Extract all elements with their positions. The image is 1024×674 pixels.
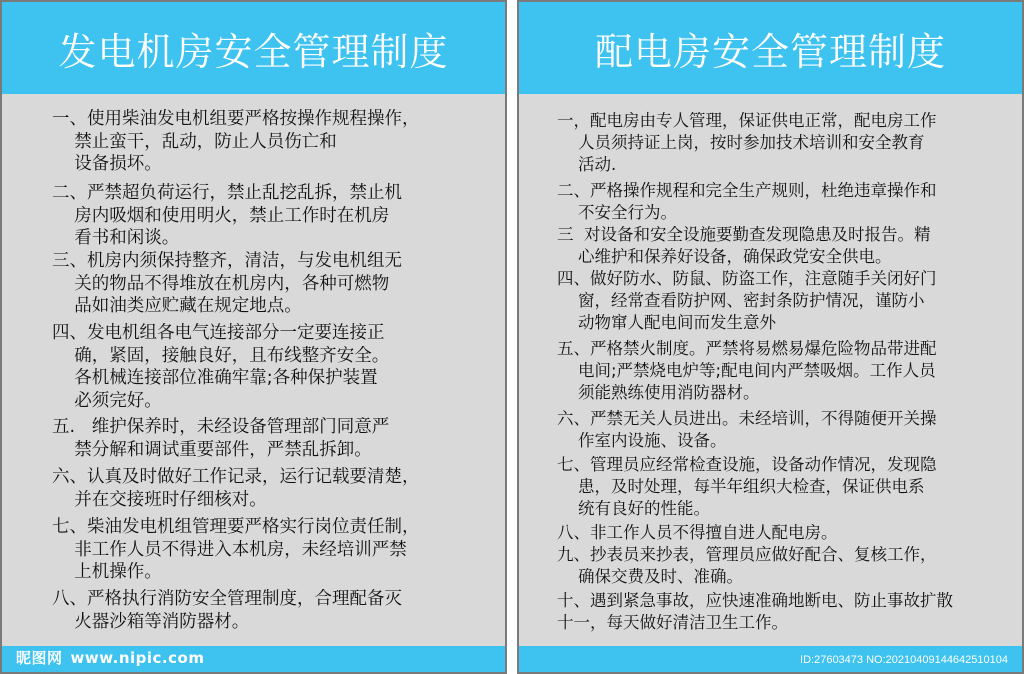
right-rule-line: 三 对设备和安全设施要勤查发现隐患及时报告。精 — [557, 225, 931, 244]
left-rule-item — [52, 416, 389, 461]
right-rule-line: 作室内设施、设备。 — [557, 431, 727, 450]
right-rule-item — [557, 522, 838, 544]
left-rule-line: 二、严禁超负荷运行，禁止乱挖乱拆，禁止机 — [52, 183, 402, 203]
left-rule-line: 关的物品不得堆放在机房内，各种可燃物 — [52, 273, 390, 294]
right-rule-line: 七、管理员应经常检查设施，设备动作情况，发现隐 — [557, 455, 937, 474]
right-rule-line: 人员须持证上岗，按时参加技术培训和安全教育 — [557, 133, 925, 152]
right-rule-line: 动物窜人配电间而发生意外 — [557, 313, 776, 332]
left-rule-line: 禁分解和调试重要部件，严禁乱拆卸。 — [52, 439, 372, 460]
left-rule-item — [52, 466, 420, 511]
watermark-url: www.nipic.com — [70, 649, 205, 667]
right-rule-line: 五、严格禁火制度。严禁将易燃易爆危险物品带进配 — [557, 339, 937, 358]
left-rule-line: 确，紧固，接触良好，且布线整齐安全。 — [52, 345, 390, 366]
right-rule-line: 九、抄表员来抄表，管理员应做好配合、复核工作， — [557, 545, 937, 564]
right-rule-line: 八、非工作人员不得擅自进人配电房。 — [557, 523, 838, 542]
right-title: 配电房安全管理制度 — [519, 2, 1022, 94]
right-rule-line: 二、严格操作规程和完全生产规则，杜绝违章操作和 — [557, 181, 937, 200]
right-rule-item — [557, 590, 953, 612]
left-rule-line: 看书和闲谈。 — [52, 228, 180, 248]
right-rule-line: 十一，每天做好清洁卫生工作。 — [557, 613, 788, 632]
left-rule-line: 上机操作。 — [52, 562, 162, 582]
left-rule-line: 四、发电机组各电气连接部分一定要连接正 — [52, 323, 385, 343]
left-rule-line: 一、使用柴油发电机组要严格按操作规程操作， — [52, 109, 420, 129]
left-rule-item — [52, 322, 389, 412]
left-rule-line: 七、柴油发电机组管理要严格实行岗位责任制， — [52, 517, 420, 537]
right-rule-line: 六、严禁无关人员进出。未经培训，不得随便开关操 — [557, 409, 937, 428]
left-rule-line: 设备损坏。 — [52, 154, 162, 174]
left-rule-line: 房内吸烟和使用明火，禁止工作时在机房 — [52, 205, 390, 226]
left-rule-line: 火器沙箱等消防器材。 — [52, 611, 250, 632]
left-rule-line: 非工作人员不得进入本机房，未经培训严禁 — [52, 539, 407, 560]
right-rule-item — [557, 408, 937, 452]
right-rule-line: 不安全行为。 — [557, 203, 677, 222]
left-title: 发电机房安全管理制度 — [2, 2, 505, 94]
right-rule-line: 患，及时处理，每半年组织大检查，保证供电系 — [557, 477, 925, 496]
right-rule-item — [557, 224, 931, 268]
left-rule-line: 品如油类应贮藏在规定地点。 — [52, 296, 302, 316]
left-rule-item — [52, 182, 402, 250]
image-id-watermark: ID:27603473 NO:20210409144642510104 — [800, 654, 1008, 666]
left-rule-line: 并在交接班时仔细核对。 — [52, 489, 267, 510]
left-rule-line: 各机械连接部位准确牢靠;各种保护装置 — [52, 368, 378, 388]
left-rule-line: 六、认真及时做好工作记录，运行记载要清楚， — [52, 467, 420, 487]
watermark-logo-text: 昵图网 — [16, 649, 63, 667]
right-rule-line: 一，配电房由专人管理，保证供电正常，配电房工作 — [557, 111, 937, 130]
nipic-watermark — [16, 647, 204, 668]
right-rule-item — [557, 544, 937, 588]
right-rule-line: 四、做好防水、防鼠、防盗工作，注意随手关闭好门 — [557, 269, 937, 288]
right-rule-line: 心维护和保养好设备，确保政党安全供电。 — [557, 247, 892, 266]
left-rule-line: 必须完好。 — [52, 390, 162, 411]
right-rule-item — [557, 338, 937, 404]
left-rule-item — [52, 250, 402, 318]
right-rule-item — [557, 612, 788, 634]
left-rule-item — [52, 108, 420, 176]
right-rule-line: 活动. — [557, 155, 617, 174]
left-footer-bar — [2, 646, 505, 672]
right-rule-line: 统有良好的性能。 — [557, 499, 710, 518]
right-rule-line: 须能熟练使用消防器材。 — [557, 383, 760, 402]
right-footer-bar — [519, 646, 1022, 672]
right-rule-line: 十、遇到紧急事故，应快速准确地断电、防止事故扩散 — [557, 591, 953, 610]
left-rule-line: 五. 维护保养时，未经设备管理部门同意严 — [52, 417, 390, 437]
left-rule-item — [52, 516, 420, 584]
right-rule-item — [557, 180, 937, 224]
right-rule-line: 确保交费及时、准确。 — [557, 567, 743, 586]
right-panel — [517, 0, 1024, 674]
right-rule-item — [557, 110, 937, 176]
left-panel — [0, 0, 507, 674]
left-rule-line: 三、机房内须保持整齐，清洁，与发电机组无 — [52, 251, 402, 271]
right-rule-item — [557, 454, 937, 520]
left-rule-item — [52, 588, 402, 633]
left-rule-line: 八、严格执行消防安全管理制度，合理配备灭 — [52, 589, 402, 609]
right-rule-line: 窗，经常查看防护网、密封条防护情况，谨防小 — [557, 291, 925, 310]
right-rule-item — [557, 268, 937, 334]
left-rule-line: 禁止蛮干，乱动，防止人员伤亡和 — [52, 131, 337, 152]
right-rule-line: 电间;严禁烧电炉等;配电间内严禁吸烟。工作人员 — [557, 361, 936, 380]
